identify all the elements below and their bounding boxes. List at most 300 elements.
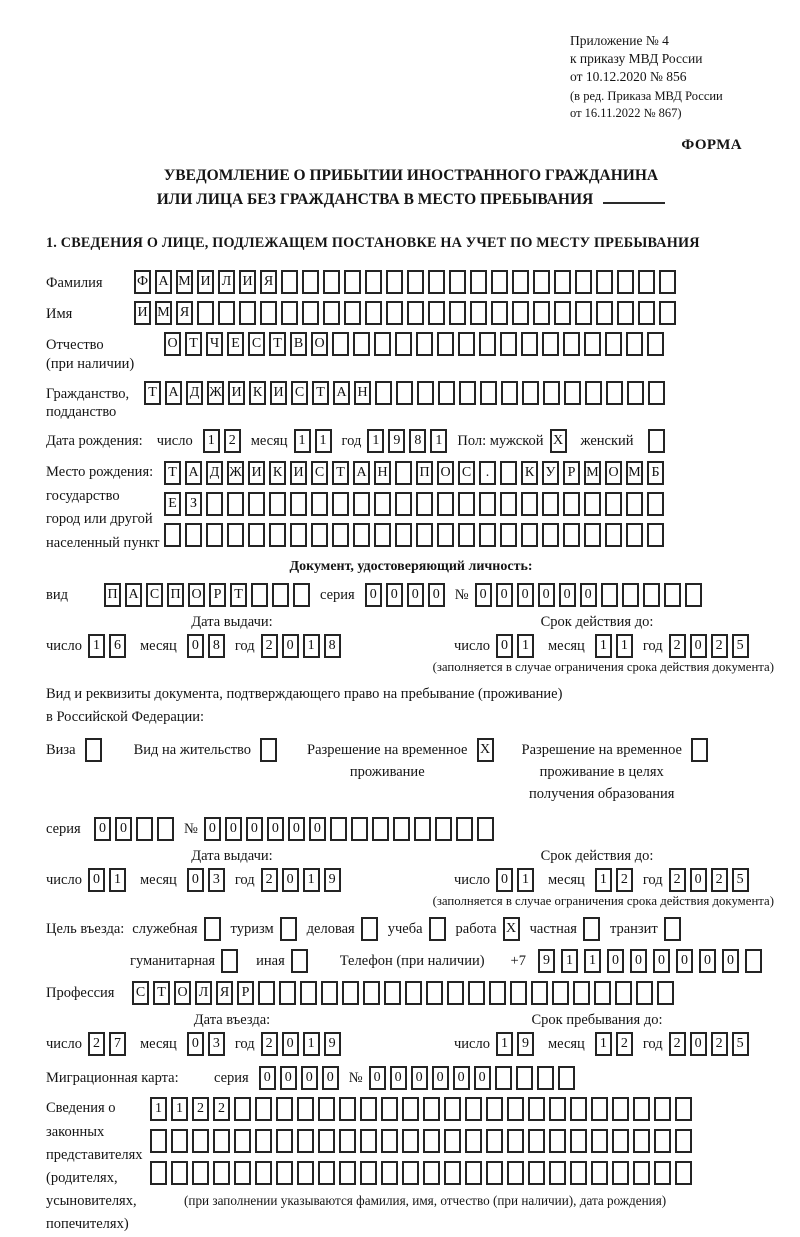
char-box[interactable] xyxy=(363,981,380,1005)
char-box[interactable]: Ф xyxy=(134,270,151,294)
char-box[interactable] xyxy=(374,523,391,547)
char-box[interactable]: 9 xyxy=(324,1032,341,1056)
char-box[interactable] xyxy=(365,270,382,294)
char-box[interactable]: Ж xyxy=(227,461,244,485)
char-box[interactable]: 0 xyxy=(282,868,299,892)
char-box[interactable]: Е xyxy=(227,332,244,356)
char-box[interactable]: 1 xyxy=(150,1097,167,1121)
char-box[interactable] xyxy=(449,301,466,325)
char-box[interactable] xyxy=(213,1129,230,1153)
char-box[interactable] xyxy=(633,1097,650,1121)
char-box[interactable] xyxy=(585,381,602,405)
char-box[interactable] xyxy=(206,492,223,516)
char-box[interactable] xyxy=(563,332,580,356)
purpose-study-checkbox[interactable] xyxy=(429,917,446,941)
char-box[interactable] xyxy=(594,981,611,1005)
char-box[interactable] xyxy=(332,332,349,356)
char-box[interactable]: Р xyxy=(237,981,254,1005)
char-box[interactable]: 2 xyxy=(616,1032,633,1056)
char-box[interactable] xyxy=(479,523,496,547)
sex-female-checkbox[interactable] xyxy=(648,429,665,453)
char-box[interactable] xyxy=(575,270,592,294)
char-box[interactable] xyxy=(290,492,307,516)
char-box[interactable] xyxy=(543,381,560,405)
sex-male-checkbox[interactable]: X xyxy=(550,429,567,453)
char-box[interactable]: 0 xyxy=(204,817,221,841)
char-box[interactable] xyxy=(480,381,497,405)
char-box[interactable] xyxy=(423,1129,440,1153)
char-box[interactable] xyxy=(489,981,506,1005)
char-box[interactable]: С xyxy=(146,583,163,607)
char-box[interactable] xyxy=(615,981,632,1005)
char-box[interactable] xyxy=(512,301,529,325)
char-box[interactable] xyxy=(321,981,338,1005)
char-box[interactable]: П xyxy=(416,461,433,485)
char-box[interactable]: 0 xyxy=(246,817,263,841)
char-box[interactable] xyxy=(486,1129,503,1153)
char-box[interactable] xyxy=(638,301,655,325)
char-box[interactable]: 2 xyxy=(711,1032,728,1056)
char-box[interactable]: 1 xyxy=(367,429,384,453)
char-box[interactable] xyxy=(533,270,550,294)
char-box[interactable] xyxy=(528,1097,545,1121)
char-box[interactable] xyxy=(622,583,639,607)
char-box[interactable] xyxy=(384,981,401,1005)
char-box[interactable] xyxy=(491,270,508,294)
char-box[interactable]: 2 xyxy=(192,1097,209,1121)
char-box[interactable] xyxy=(500,492,517,516)
char-box[interactable] xyxy=(537,1066,554,1090)
char-box[interactable]: 2 xyxy=(711,868,728,892)
char-box[interactable] xyxy=(444,1161,461,1185)
char-box[interactable] xyxy=(297,1161,314,1185)
char-box[interactable] xyxy=(558,1066,575,1090)
char-box[interactable] xyxy=(495,1066,512,1090)
char-box[interactable]: 0 xyxy=(690,868,707,892)
char-box[interactable]: И xyxy=(248,461,265,485)
char-box[interactable] xyxy=(470,270,487,294)
char-box[interactable]: С xyxy=(458,461,475,485)
char-box[interactable] xyxy=(276,1161,293,1185)
char-box[interactable] xyxy=(248,492,265,516)
char-box[interactable] xyxy=(234,1097,251,1121)
char-box[interactable] xyxy=(437,523,454,547)
char-box[interactable] xyxy=(500,332,517,356)
char-box[interactable]: 1 xyxy=(88,634,105,658)
char-box[interactable] xyxy=(675,1161,692,1185)
char-box[interactable] xyxy=(564,381,581,405)
char-box[interactable] xyxy=(269,492,286,516)
char-box[interactable] xyxy=(428,270,445,294)
char-box[interactable] xyxy=(185,523,202,547)
char-box[interactable] xyxy=(396,381,413,405)
char-box[interactable]: 0 xyxy=(88,868,105,892)
char-box[interactable]: 0 xyxy=(187,868,204,892)
char-box[interactable] xyxy=(395,523,412,547)
char-box[interactable]: Л xyxy=(218,270,235,294)
char-box[interactable]: 8 xyxy=(208,634,225,658)
char-box[interactable]: 2 xyxy=(88,1032,105,1056)
char-box[interactable] xyxy=(234,1161,251,1185)
char-box[interactable] xyxy=(596,301,613,325)
char-box[interactable] xyxy=(407,270,424,294)
char-box[interactable]: Я xyxy=(216,981,233,1005)
char-box[interactable] xyxy=(323,301,340,325)
char-box[interactable] xyxy=(659,301,676,325)
char-box[interactable] xyxy=(596,270,613,294)
char-box[interactable] xyxy=(227,523,244,547)
purpose-private-checkbox[interactable] xyxy=(583,917,600,941)
char-box[interactable]: 1 xyxy=(303,1032,320,1056)
char-box[interactable] xyxy=(272,583,289,607)
char-box[interactable]: 0 xyxy=(322,1066,339,1090)
char-box[interactable]: Д xyxy=(206,461,223,485)
char-box[interactable]: 0 xyxy=(496,583,513,607)
char-box[interactable] xyxy=(626,332,643,356)
char-box[interactable]: А xyxy=(333,381,350,405)
char-box[interactable]: О xyxy=(174,981,191,1005)
char-box[interactable] xyxy=(563,523,580,547)
char-box[interactable] xyxy=(507,1129,524,1153)
char-box[interactable] xyxy=(438,381,455,405)
char-box[interactable] xyxy=(437,492,454,516)
purpose-humanitarian-checkbox[interactable] xyxy=(221,949,238,973)
char-box[interactable]: Т xyxy=(164,461,181,485)
char-box[interactable]: 0 xyxy=(309,817,326,841)
char-box[interactable] xyxy=(405,981,422,1005)
char-box[interactable]: 0 xyxy=(453,1066,470,1090)
char-box[interactable]: З xyxy=(185,492,202,516)
char-box[interactable] xyxy=(573,981,590,1005)
char-box[interactable]: 6 xyxy=(109,634,126,658)
char-box[interactable] xyxy=(584,523,601,547)
char-box[interactable] xyxy=(521,523,538,547)
char-box[interactable]: 3 xyxy=(208,868,225,892)
char-box[interactable] xyxy=(521,332,538,356)
char-box[interactable] xyxy=(685,583,702,607)
char-box[interactable] xyxy=(416,523,433,547)
char-box[interactable] xyxy=(633,1161,650,1185)
char-box[interactable] xyxy=(745,949,762,973)
char-box[interactable]: Е xyxy=(164,492,181,516)
char-box[interactable] xyxy=(297,1129,314,1153)
char-box[interactable]: 0 xyxy=(369,1066,386,1090)
char-box[interactable] xyxy=(197,301,214,325)
char-box[interactable] xyxy=(239,301,256,325)
char-box[interactable] xyxy=(458,523,475,547)
char-box[interactable]: 1 xyxy=(109,868,126,892)
char-box[interactable]: 1 xyxy=(303,868,320,892)
char-box[interactable] xyxy=(351,817,368,841)
char-box[interactable]: 1 xyxy=(616,634,633,658)
char-box[interactable]: 0 xyxy=(187,1032,204,1056)
char-box[interactable] xyxy=(647,332,664,356)
char-box[interactable]: Р xyxy=(209,583,226,607)
char-box[interactable] xyxy=(318,1161,335,1185)
char-box[interactable]: 0 xyxy=(267,817,284,841)
char-box[interactable] xyxy=(423,1161,440,1185)
char-box[interactable] xyxy=(549,1129,566,1153)
char-box[interactable]: Н xyxy=(374,461,391,485)
char-box[interactable] xyxy=(605,492,622,516)
char-box[interactable] xyxy=(458,492,475,516)
char-box[interactable]: 1 xyxy=(496,1032,513,1056)
char-box[interactable] xyxy=(617,270,634,294)
char-box[interactable] xyxy=(435,817,452,841)
char-box[interactable] xyxy=(414,817,431,841)
char-box[interactable]: О xyxy=(188,583,205,607)
char-box[interactable]: 0 xyxy=(474,1066,491,1090)
char-box[interactable] xyxy=(136,817,153,841)
char-box[interactable]: И xyxy=(228,381,245,405)
char-box[interactable] xyxy=(601,583,618,607)
char-box[interactable] xyxy=(255,1129,272,1153)
char-box[interactable]: Т xyxy=(153,981,170,1005)
char-box[interactable]: 0 xyxy=(496,634,513,658)
char-box[interactable] xyxy=(192,1129,209,1153)
char-box[interactable]: А xyxy=(165,381,182,405)
char-box[interactable]: Б xyxy=(647,461,664,485)
purpose-work-checkbox[interactable]: X xyxy=(503,917,520,941)
char-box[interactable]: 8 xyxy=(324,634,341,658)
char-box[interactable] xyxy=(654,1129,671,1153)
char-box[interactable] xyxy=(332,523,349,547)
char-box[interactable]: 1 xyxy=(303,634,320,658)
char-box[interactable]: 2 xyxy=(261,868,278,892)
char-box[interactable] xyxy=(465,1161,482,1185)
char-box[interactable] xyxy=(675,1097,692,1121)
char-box[interactable] xyxy=(458,332,475,356)
char-box[interactable] xyxy=(528,1129,545,1153)
char-box[interactable]: Ж xyxy=(207,381,224,405)
temp-permit-edu-checkbox[interactable] xyxy=(691,738,708,762)
char-box[interactable]: Н xyxy=(354,381,371,405)
visa-checkbox[interactable] xyxy=(85,738,102,762)
char-box[interactable]: 1 xyxy=(203,429,220,453)
char-box[interactable] xyxy=(491,301,508,325)
char-box[interactable] xyxy=(344,301,361,325)
char-box[interactable] xyxy=(192,1161,209,1185)
char-box[interactable]: В xyxy=(290,332,307,356)
char-box[interactable] xyxy=(528,1161,545,1185)
char-box[interactable]: П xyxy=(104,583,121,607)
char-box[interactable]: И xyxy=(197,270,214,294)
char-box[interactable]: 0 xyxy=(280,1066,297,1090)
char-box[interactable] xyxy=(654,1097,671,1121)
char-box[interactable]: 2 xyxy=(261,1032,278,1056)
char-box[interactable] xyxy=(386,301,403,325)
char-box[interactable]: 0 xyxy=(580,583,597,607)
char-box[interactable]: 5 xyxy=(732,868,749,892)
char-box[interactable]: К xyxy=(269,461,286,485)
char-box[interactable]: 0 xyxy=(115,817,132,841)
char-box[interactable]: 1 xyxy=(595,868,612,892)
char-box[interactable] xyxy=(395,461,412,485)
char-box[interactable] xyxy=(552,981,569,1005)
char-box[interactable]: Т xyxy=(144,381,161,405)
char-box[interactable] xyxy=(150,1129,167,1153)
char-box[interactable] xyxy=(258,981,275,1005)
char-box[interactable] xyxy=(353,523,370,547)
char-box[interactable] xyxy=(171,1161,188,1185)
char-box[interactable] xyxy=(276,1097,293,1121)
char-box[interactable] xyxy=(339,1097,356,1121)
char-box[interactable] xyxy=(605,523,622,547)
char-box[interactable]: Р xyxy=(563,461,580,485)
char-box[interactable]: 1 xyxy=(430,429,447,453)
char-box[interactable]: 0 xyxy=(259,1066,276,1090)
char-box[interactable]: 1 xyxy=(517,868,534,892)
char-box[interactable]: 1 xyxy=(171,1097,188,1121)
char-box[interactable] xyxy=(477,817,494,841)
char-box[interactable] xyxy=(591,1097,608,1121)
char-box[interactable]: Я xyxy=(260,270,277,294)
char-box[interactable] xyxy=(612,1161,629,1185)
char-box[interactable] xyxy=(426,981,443,1005)
char-box[interactable]: 2 xyxy=(669,868,686,892)
char-box[interactable] xyxy=(323,270,340,294)
char-box[interactable]: 9 xyxy=(517,1032,534,1056)
char-box[interactable] xyxy=(164,523,181,547)
char-box[interactable] xyxy=(255,1161,272,1185)
char-box[interactable]: 0 xyxy=(282,1032,299,1056)
char-box[interactable] xyxy=(381,1129,398,1153)
char-box[interactable]: 0 xyxy=(690,1032,707,1056)
char-box[interactable]: 0 xyxy=(282,634,299,658)
char-box[interactable] xyxy=(657,981,674,1005)
char-box[interactable]: 1 xyxy=(584,949,601,973)
char-box[interactable] xyxy=(654,1161,671,1185)
char-box[interactable] xyxy=(365,301,382,325)
char-box[interactable] xyxy=(423,1097,440,1121)
char-box[interactable] xyxy=(465,1097,482,1121)
char-box[interactable] xyxy=(311,523,328,547)
char-box[interactable]: . xyxy=(479,461,496,485)
char-box[interactable]: 1 xyxy=(315,429,332,453)
char-box[interactable]: И xyxy=(239,270,256,294)
char-box[interactable] xyxy=(465,1129,482,1153)
char-box[interactable] xyxy=(360,1129,377,1153)
char-box[interactable] xyxy=(570,1129,587,1153)
char-box[interactable]: 0 xyxy=(630,949,647,973)
char-box[interactable] xyxy=(360,1161,377,1185)
char-box[interactable] xyxy=(626,523,643,547)
char-box[interactable] xyxy=(417,381,434,405)
char-box[interactable] xyxy=(428,301,445,325)
char-box[interactable] xyxy=(269,523,286,547)
char-box[interactable] xyxy=(218,301,235,325)
char-box[interactable]: Т xyxy=(269,332,286,356)
char-box[interactable] xyxy=(150,1161,167,1185)
char-box[interactable]: А xyxy=(155,270,172,294)
char-box[interactable] xyxy=(459,381,476,405)
char-box[interactable]: 7 xyxy=(109,1032,126,1056)
char-box[interactable] xyxy=(444,1097,461,1121)
char-box[interactable]: 0 xyxy=(365,583,382,607)
char-box[interactable]: 5 xyxy=(732,1032,749,1056)
char-box[interactable]: 0 xyxy=(690,634,707,658)
char-box[interactable] xyxy=(386,270,403,294)
char-box[interactable] xyxy=(500,461,517,485)
char-box[interactable]: М xyxy=(626,461,643,485)
char-box[interactable]: 0 xyxy=(676,949,693,973)
char-box[interactable] xyxy=(444,1129,461,1153)
char-box[interactable]: 0 xyxy=(94,817,111,841)
char-box[interactable]: 0 xyxy=(722,949,739,973)
char-box[interactable]: 0 xyxy=(517,583,534,607)
char-box[interactable] xyxy=(570,1161,587,1185)
char-box[interactable]: 0 xyxy=(432,1066,449,1090)
char-box[interactable] xyxy=(353,332,370,356)
char-box[interactable]: 9 xyxy=(324,868,341,892)
char-box[interactable]: 0 xyxy=(187,634,204,658)
char-box[interactable] xyxy=(542,492,559,516)
char-box[interactable] xyxy=(402,1097,419,1121)
char-box[interactable] xyxy=(627,381,644,405)
char-box[interactable] xyxy=(531,981,548,1005)
char-box[interactable]: 0 xyxy=(411,1066,428,1090)
char-box[interactable]: О xyxy=(164,332,181,356)
char-box[interactable] xyxy=(470,301,487,325)
char-box[interactable]: 9 xyxy=(538,949,555,973)
char-box[interactable]: Ч xyxy=(206,332,223,356)
char-box[interactable]: М xyxy=(176,270,193,294)
char-box[interactable]: А xyxy=(353,461,370,485)
char-box[interactable] xyxy=(501,381,518,405)
char-box[interactable]: 0 xyxy=(538,583,555,607)
char-box[interactable]: 0 xyxy=(390,1066,407,1090)
char-box[interactable]: 2 xyxy=(261,634,278,658)
purpose-transit-checkbox[interactable] xyxy=(664,917,681,941)
char-box[interactable]: 1 xyxy=(294,429,311,453)
char-box[interactable]: 2 xyxy=(669,634,686,658)
char-box[interactable]: К xyxy=(521,461,538,485)
char-box[interactable]: 2 xyxy=(213,1097,230,1121)
char-box[interactable]: Д xyxy=(186,381,203,405)
purpose-other-checkbox[interactable] xyxy=(291,949,308,973)
purpose-business-checkbox[interactable] xyxy=(361,917,378,941)
char-box[interactable] xyxy=(626,492,643,516)
char-box[interactable] xyxy=(255,1097,272,1121)
char-box[interactable] xyxy=(402,1161,419,1185)
char-box[interactable] xyxy=(612,1097,629,1121)
char-box[interactable] xyxy=(302,270,319,294)
char-box[interactable] xyxy=(486,1097,503,1121)
char-box[interactable] xyxy=(360,1097,377,1121)
char-box[interactable] xyxy=(318,1097,335,1121)
char-box[interactable] xyxy=(339,1129,356,1153)
char-box[interactable] xyxy=(606,381,623,405)
char-box[interactable] xyxy=(507,1097,524,1121)
char-box[interactable] xyxy=(281,270,298,294)
char-box[interactable]: П xyxy=(167,583,184,607)
char-box[interactable] xyxy=(542,332,559,356)
char-box[interactable] xyxy=(157,817,174,841)
char-box[interactable] xyxy=(375,381,392,405)
char-box[interactable] xyxy=(549,1097,566,1121)
char-box[interactable]: И xyxy=(134,301,151,325)
char-box[interactable]: Т xyxy=(230,583,247,607)
char-box[interactable]: 9 xyxy=(388,429,405,453)
char-box[interactable]: 1 xyxy=(517,634,534,658)
char-box[interactable]: О xyxy=(311,332,328,356)
char-box[interactable]: О xyxy=(605,461,622,485)
char-box[interactable] xyxy=(591,1161,608,1185)
char-box[interactable] xyxy=(570,1097,587,1121)
char-box[interactable] xyxy=(318,1129,335,1153)
char-box[interactable] xyxy=(456,817,473,841)
char-box[interactable] xyxy=(374,332,391,356)
